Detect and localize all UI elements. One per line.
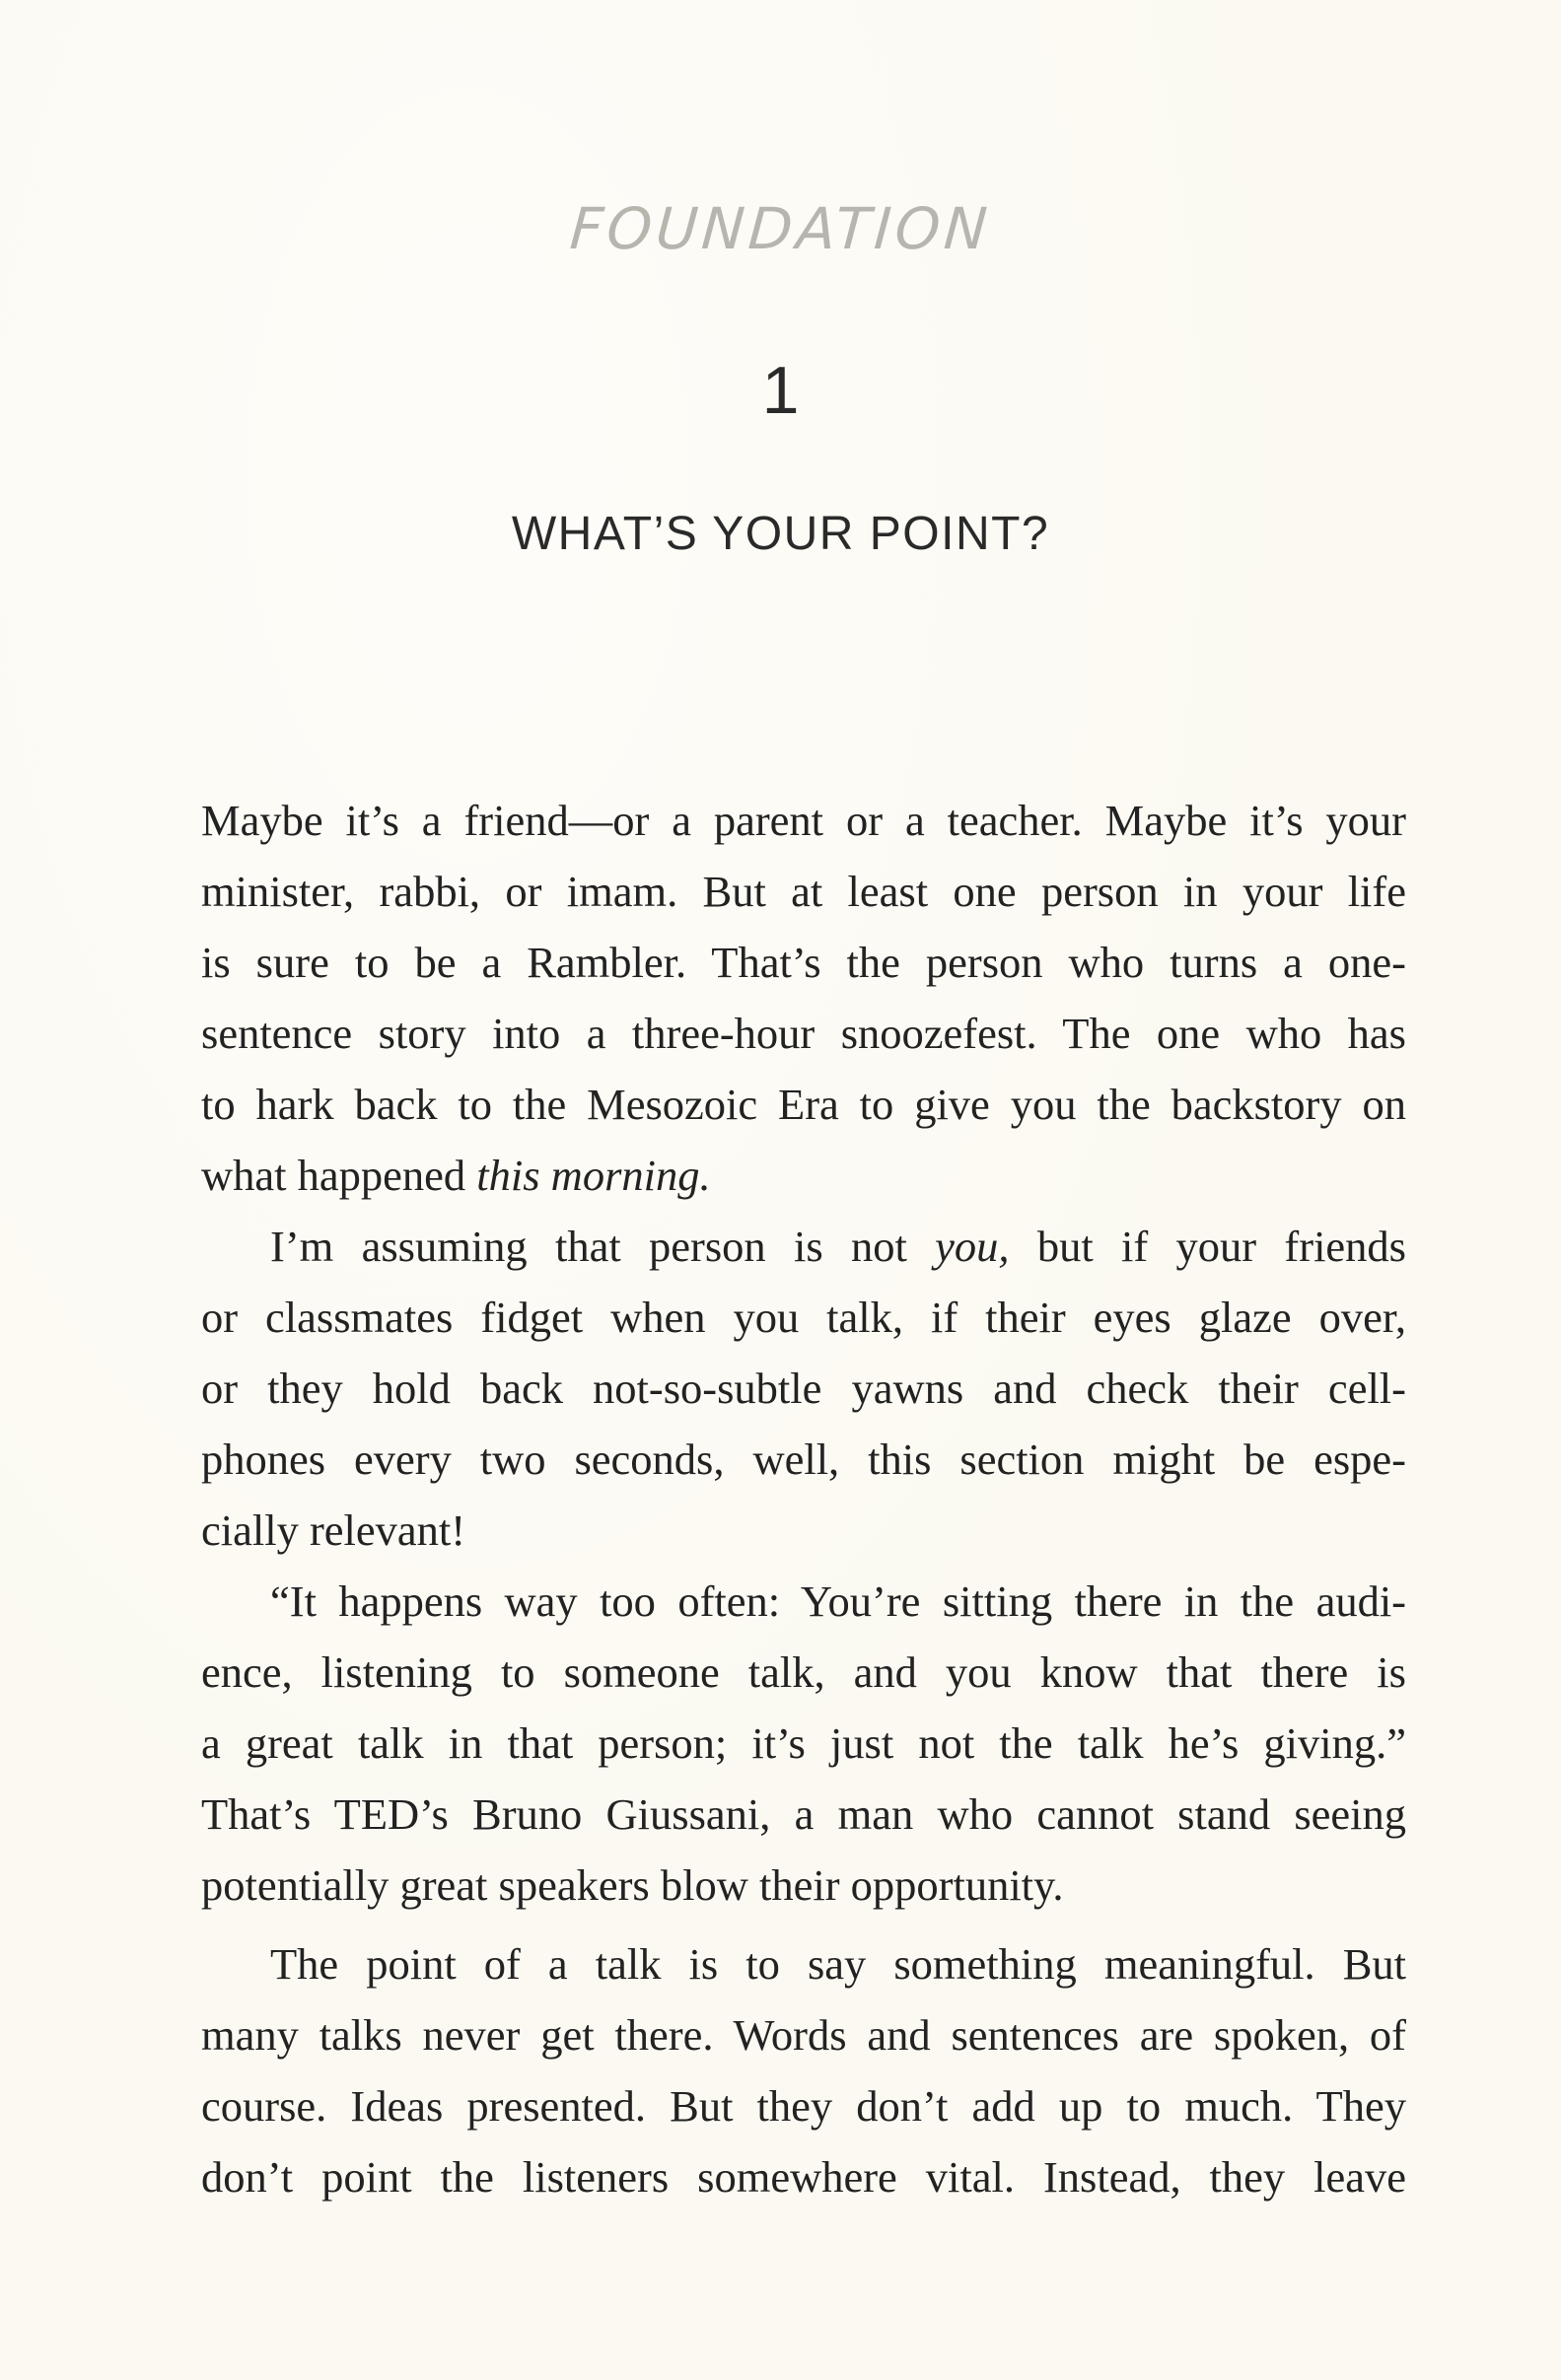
paragraph-4: [201, 1928, 1406, 2212]
text-line: many talks never get there. Words and sentences are spoken, of: [201, 2010, 1406, 2060]
section-label: FOUNDATION: [567, 195, 994, 262]
text-line: minister, rabbi, or imam. But at least one person in your life: [201, 867, 1406, 916]
body-text: [201, 785, 1406, 2212]
emphasized-text: this morning.: [476, 1151, 711, 1200]
text-line: sentence story into a three-hour snoozefest. The one who has: [201, 1009, 1406, 1058]
text-line: is sure to be a Rambler. That’s the person who turns a one-: [201, 938, 1406, 987]
text-line: Maybe it’s a friend—or a parent or a teacher. Maybe it’s your: [201, 796, 1406, 845]
text-line: a great talk in that person; it’s just not the talk he’s giving.”: [201, 1718, 1406, 1768]
text-line: don’t point the listeners somewhere vital. Instead, they leave: [201, 2152, 1406, 2202]
text-fragment: what happened: [201, 1151, 477, 1200]
text-line: [201, 1140, 1406, 1211]
text-line: course. Ideas presented. But they don’t add up to much. They: [201, 2081, 1406, 2131]
paragraph-gap: [201, 1921, 1406, 1928]
paragraph-3: [201, 1566, 1406, 1921]
text-line: That’s TED’s Bruno Giussani, a man who cannot stand seeing: [201, 1789, 1406, 1839]
text-line: to hark back to the Mesozoic Era to give you the backstory on: [201, 1080, 1406, 1129]
text-line: cially relevant!: [201, 1505, 466, 1555]
text-line: potentially great speakers blow their opportunity.: [201, 1860, 1064, 1910]
text-line: ence, listening to someone talk, and you know that there is: [201, 1647, 1406, 1697]
text-fragment: but if your friends: [1009, 1222, 1407, 1271]
text-line: The point of a talk is to say something meaningful. But: [270, 1939, 1406, 1989]
text-fragment: I’m assuming that person is not: [270, 1222, 936, 1271]
emphasized-text: you,: [935, 1222, 1010, 1271]
text-line: or they hold back not-so-subtle yawns and check their cell-: [201, 1364, 1406, 1413]
paragraph-1: [201, 785, 1406, 1211]
text-line: or classmates fidget when you talk, if their eyes glaze over,: [201, 1293, 1406, 1342]
paragraph-2: [201, 1211, 1406, 1566]
text-line: [201, 1211, 1406, 1282]
text-line: phones every two seconds, well, this section might be espe-: [201, 1435, 1406, 1484]
chapter-number: 1: [761, 353, 800, 428]
chapter-title: WHAT’S YOUR POINT?: [511, 508, 1050, 560]
text-line: “It happens way too often: You’re sitting there in the audi-: [270, 1576, 1406, 1626]
